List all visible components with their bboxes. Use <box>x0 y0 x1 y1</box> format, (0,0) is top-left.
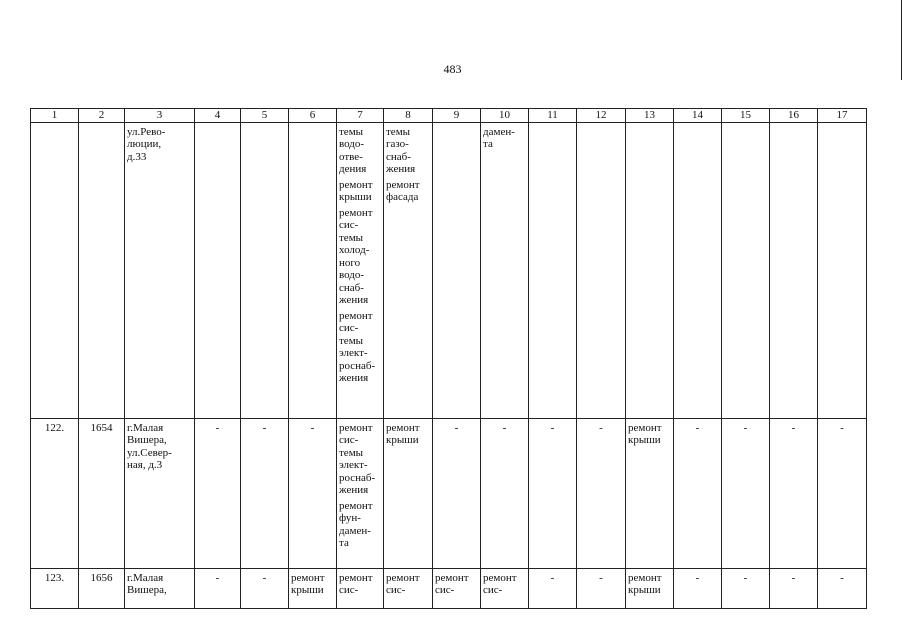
cell-c11: - <box>529 568 577 608</box>
cell-c12: - <box>577 418 626 568</box>
work-line: крыши <box>628 434 661 446</box>
cell-c13 <box>626 568 674 608</box>
work-line: фун- <box>339 512 361 524</box>
cell-c8 <box>384 122 433 418</box>
work-line: дения <box>339 163 367 175</box>
address-line: ул.Север- <box>127 446 172 459</box>
cell-c6 <box>289 568 337 608</box>
object-id-cell: 1656 <box>79 568 125 608</box>
work-line: фасада <box>386 191 419 203</box>
cell-c7 <box>337 418 384 568</box>
work-line: ремонт <box>291 571 325 584</box>
work-item <box>339 310 381 385</box>
cell-c7 <box>337 568 384 608</box>
address-line: ная, д.3 <box>127 459 163 471</box>
work-item <box>386 126 430 176</box>
cell-c14: - <box>674 568 722 608</box>
work-line: жения <box>339 294 369 306</box>
work-line: жения <box>386 163 416 175</box>
work-line: элект- <box>339 459 368 471</box>
work-item <box>339 126 381 176</box>
header-cell: 17 <box>818 109 867 123</box>
row-number-cell: 123. <box>31 568 79 608</box>
cell-c17: - <box>818 568 867 608</box>
address-line: ул.Рево- <box>127 125 166 138</box>
cell-c4: - <box>195 568 241 608</box>
work-line: жения <box>339 484 369 496</box>
work-item <box>339 179 381 204</box>
address-line: Вишера, <box>127 434 167 446</box>
work-line: ремонт <box>339 571 373 584</box>
cell-c15 <box>722 122 770 418</box>
table-row <box>31 122 867 418</box>
header-cell: 15 <box>722 109 770 123</box>
cell-c8 <box>384 568 433 608</box>
cell-c11: - <box>529 418 577 568</box>
cell-c9: - <box>433 418 481 568</box>
work-line: сис- <box>435 584 455 596</box>
work-item <box>386 572 430 597</box>
address-line: люции, <box>127 138 162 150</box>
work-line: крыши <box>386 434 419 446</box>
page-number: 483 <box>443 62 462 76</box>
cell-c10 <box>481 568 529 608</box>
header-cell: 6 <box>289 109 337 123</box>
cell-c5: - <box>241 568 289 608</box>
cell-c17: - <box>818 418 867 568</box>
cell-c17 <box>818 122 867 418</box>
work-line: ремонт <box>339 421 373 434</box>
work-item <box>386 422 430 447</box>
work-item <box>483 126 526 151</box>
work-line: сис- <box>386 584 406 596</box>
cell-c4 <box>195 122 241 418</box>
work-line: ремонт <box>628 421 662 434</box>
work-line: водо- <box>339 269 365 281</box>
work-line: ремонт <box>628 571 662 584</box>
address-line: д.33 <box>127 150 147 163</box>
work-item <box>339 207 381 307</box>
cell-c15: - <box>722 568 770 608</box>
cell-c11 <box>529 122 577 418</box>
work-line: сис- <box>339 322 359 334</box>
work-item <box>339 572 381 597</box>
header-cell: 2 <box>79 109 125 123</box>
cell-c5 <box>241 122 289 418</box>
work-line: темы <box>339 334 364 347</box>
work-item <box>291 572 334 597</box>
work-item <box>628 422 671 447</box>
work-line: роснаб- <box>339 471 376 484</box>
work-line: дамен- <box>339 524 371 537</box>
work-item <box>483 572 526 597</box>
cell-c14 <box>674 122 722 418</box>
cell-c7 <box>337 122 384 418</box>
page-edge-line <box>901 0 902 80</box>
work-line: ремонт <box>339 309 373 322</box>
work-line: сис- <box>483 584 503 596</box>
header-cell: 5 <box>241 109 289 123</box>
work-line: ремонт <box>483 571 517 584</box>
work-line: ремонт <box>435 571 469 584</box>
header-cell: 9 <box>433 109 481 123</box>
table-row <box>31 418 867 568</box>
work-line: сис- <box>339 584 359 596</box>
address-cell <box>125 122 195 418</box>
header-cell: 13 <box>626 109 674 123</box>
work-line: темы <box>339 446 364 459</box>
address-cell <box>125 418 195 568</box>
header-cell: 10 <box>481 109 529 123</box>
repair-table <box>30 108 867 609</box>
work-line: ремонт <box>386 421 420 434</box>
header-cell: 12 <box>577 109 626 123</box>
header-cell: 16 <box>770 109 818 123</box>
work-line: газо- <box>386 138 409 150</box>
work-line: роснаб- <box>339 359 376 372</box>
cell-c10: - <box>481 418 529 568</box>
header-row <box>31 109 867 123</box>
header-cell: 8 <box>384 109 433 123</box>
cell-c4: - <box>195 418 241 568</box>
row-number-cell <box>31 122 79 418</box>
work-line: крыши <box>291 584 324 596</box>
work-item <box>339 422 381 497</box>
address-line: г.Малая <box>127 421 164 434</box>
cell-c16 <box>770 122 818 418</box>
work-line: ремонт <box>339 178 373 191</box>
header-cell: 3 <box>125 109 195 123</box>
cell-c14: - <box>674 418 722 568</box>
work-item <box>628 572 671 597</box>
work-line: ремонт <box>386 178 420 191</box>
work-line: холод- <box>339 244 370 256</box>
work-line: темы <box>339 125 364 138</box>
cell-c15: - <box>722 418 770 568</box>
work-line: та <box>339 537 349 549</box>
address-line: г.Малая <box>127 571 164 584</box>
work-line: водо- <box>339 138 365 150</box>
work-item <box>339 500 381 550</box>
work-line: жения <box>339 372 369 384</box>
work-line: сис- <box>339 434 359 446</box>
cell-c13 <box>626 418 674 568</box>
work-line: крыши <box>628 584 661 596</box>
cell-c16: - <box>770 568 818 608</box>
work-line: дамен- <box>483 125 515 138</box>
object-id-cell: 1654 <box>79 418 125 568</box>
cell-c6: - <box>289 418 337 568</box>
cell-c16: - <box>770 418 818 568</box>
header-cell: 4 <box>195 109 241 123</box>
cell-c12 <box>577 122 626 418</box>
header-cell: 11 <box>529 109 577 123</box>
table-row <box>31 568 867 608</box>
header-cell: 14 <box>674 109 722 123</box>
cell-c13 <box>626 122 674 418</box>
cell-c6 <box>289 122 337 418</box>
work-line: темы <box>386 125 411 138</box>
work-line: ремонт <box>339 206 373 219</box>
object-id-cell <box>79 122 125 418</box>
cell-c5: - <box>241 418 289 568</box>
work-line: отве- <box>339 150 363 163</box>
work-line: снаб- <box>339 281 364 294</box>
address-line: Вишера, <box>127 584 167 596</box>
address-cell <box>125 568 195 608</box>
work-line: ремонт <box>339 499 373 512</box>
work-line: сис- <box>339 219 359 231</box>
work-item <box>435 572 478 597</box>
work-line: ремонт <box>386 571 420 584</box>
cell-c12: - <box>577 568 626 608</box>
cell-c9 <box>433 122 481 418</box>
cell-c10 <box>481 122 529 418</box>
work-item <box>386 179 430 204</box>
row-number-cell: 122. <box>31 418 79 568</box>
work-line: элект- <box>339 347 368 359</box>
work-line: ного <box>339 256 361 269</box>
header-cell: 7 <box>337 109 384 123</box>
work-line: та <box>483 138 493 150</box>
cell-c8 <box>384 418 433 568</box>
cell-c9 <box>433 568 481 608</box>
header-cell: 1 <box>31 109 79 123</box>
work-line: снаб- <box>386 150 411 163</box>
work-line: темы <box>339 231 364 244</box>
work-line: крыши <box>339 191 372 203</box>
